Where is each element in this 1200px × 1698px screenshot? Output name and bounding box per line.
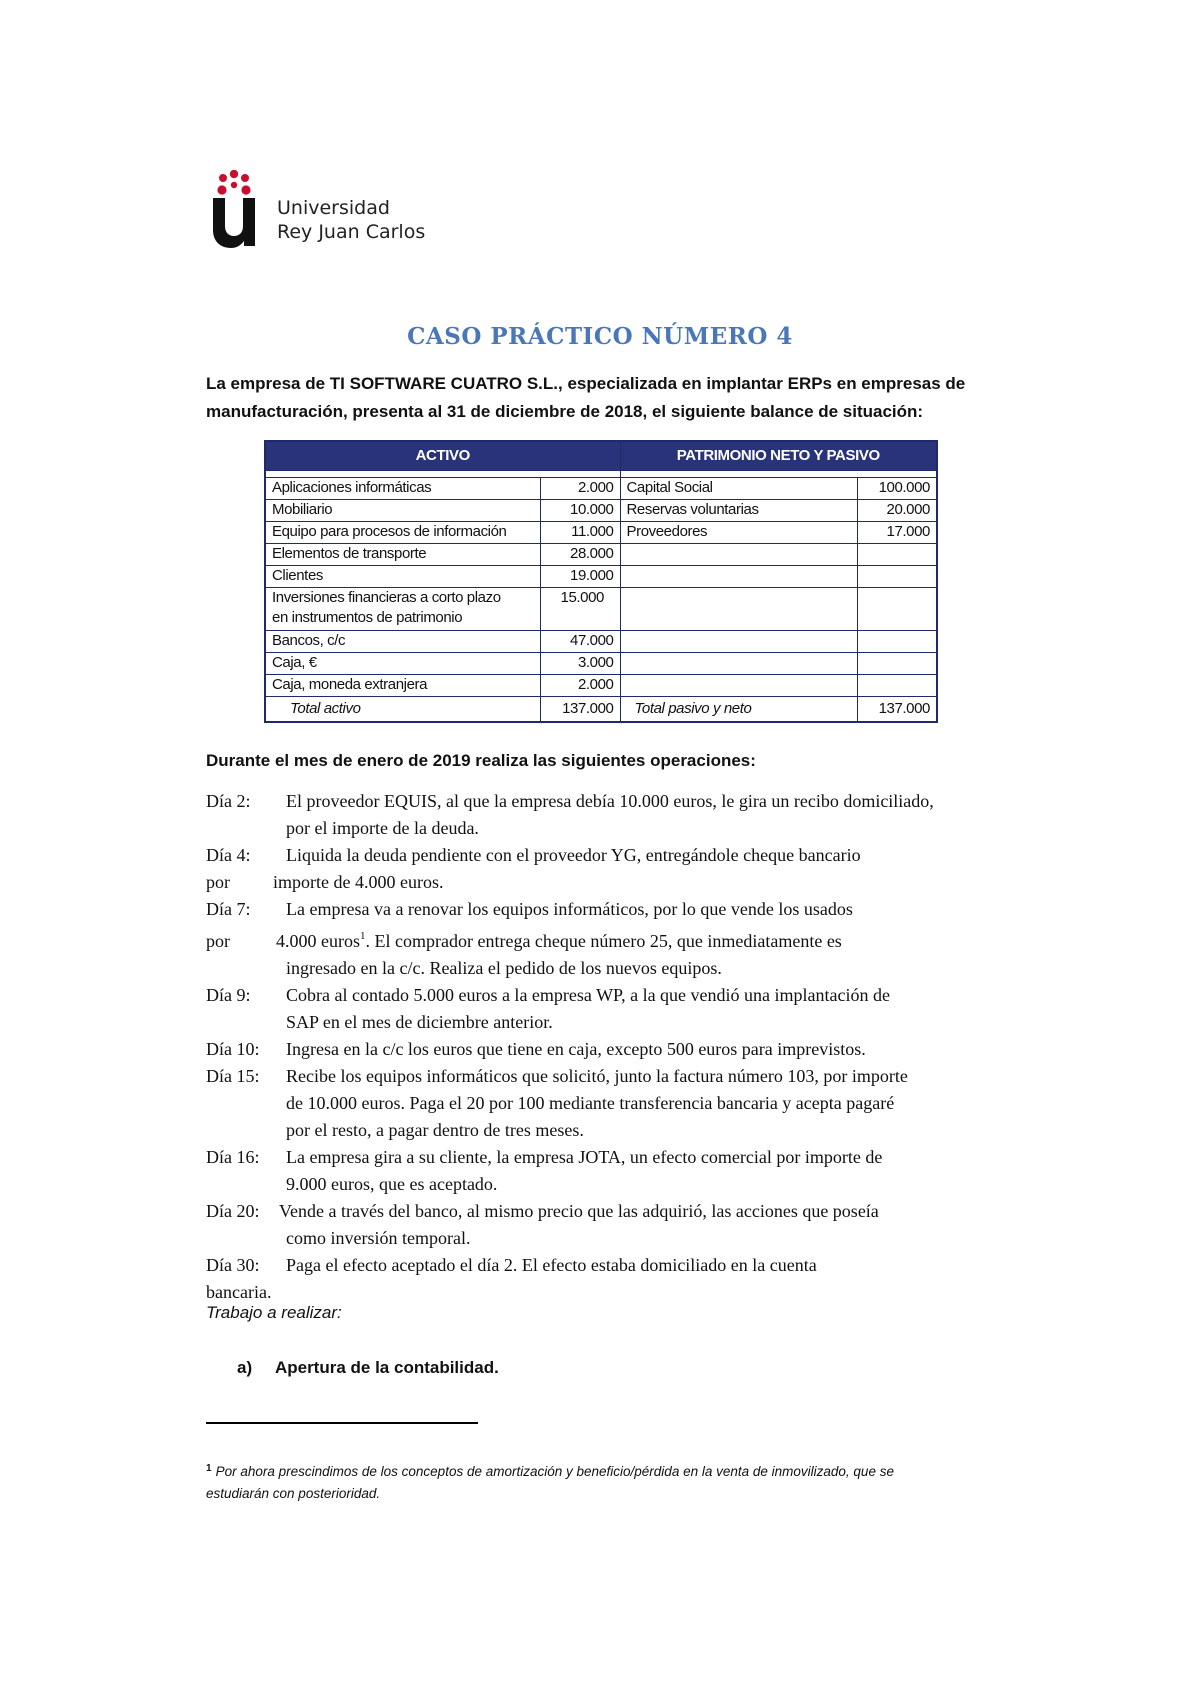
operation-text: Ingresa en la c/c los euros que tiene en caja, excepto 500 euros para imprevistos.: [286, 1039, 866, 1059]
liability-label: Capital Social: [620, 478, 857, 500]
urjc-mark-icon: [213, 170, 273, 248]
liability-value: [857, 544, 937, 566]
operation-text: bancaria.: [206, 1282, 272, 1302]
header-patrimonio-neto-pasivo: PATRIMONIO NETO Y PASIVO: [620, 441, 937, 471]
liability-value: 20.000: [857, 500, 937, 522]
operation-text: de 10.000 euros. Paga el 20 por 100 mediante transferencia bancaria y acepta pagaré: [286, 1093, 895, 1113]
table-row: [265, 588, 937, 631]
operation-day: Día 4:: [206, 845, 251, 865]
liability-label: [620, 675, 857, 697]
balance-sheet-table: [264, 440, 938, 723]
asset-value: 47.000: [540, 631, 620, 653]
task-text: Apertura de la contabilidad.: [274, 1358, 499, 1377]
table-total-row: [265, 697, 937, 723]
asset-label: Clientes: [265, 566, 540, 588]
intro-line: La empresa de TI SOFTWARE CUATRO S.L., especializada en implantar ERPs en empresas de: [206, 374, 966, 393]
operation-day: Día 10:: [206, 1039, 260, 1059]
asset-value: 19.000: [540, 566, 620, 588]
liability-value: [857, 675, 937, 697]
table-row: [265, 500, 937, 522]
operation-text: Liquida la deuda pendiente con el proveedor YG, entregándole cheque bancario: [286, 845, 861, 865]
operation-item: [206, 842, 1066, 896]
university-name-line2: Rey Juan Carlos: [277, 221, 426, 243]
liability-value: [857, 631, 937, 653]
document-title: CASO PRÁCTICO NÚMERO 4: [407, 323, 793, 350]
operation-item: [206, 982, 1066, 1036]
task-item-a: [237, 1358, 499, 1378]
operation-item: [206, 788, 1066, 842]
asset-label: Bancos, c/c: [265, 631, 540, 653]
operation-text: La empresa va a renovar los equipos informáticos, por lo que vende los usados: [286, 899, 853, 919]
asset-label: Elementos de transporte: [265, 544, 540, 566]
table-row: [265, 478, 937, 500]
operation-text: 4.000 euros: [276, 931, 360, 951]
operation-text: Recibe los equipos informáticos que solicitó, junto la factura número 103, por importe: [286, 1066, 908, 1086]
table-row: [265, 522, 937, 544]
footnote-text: Por ahora prescindimos de los conceptos de amortización y beneficio/pérdida en la venta de inmovilizado, que se: [215, 1464, 894, 1479]
liability-value: 100.000: [857, 478, 937, 500]
operation-day: Día 30:: [206, 1255, 260, 1275]
operations-list: [206, 788, 1066, 1306]
liability-label: [620, 631, 857, 653]
operation-text: 9.000 euros, que es aceptado.: [286, 1174, 498, 1194]
operation-text: Paga el efecto aceptado el día 2. El efecto estaba domiciliado en la cuenta: [286, 1255, 817, 1275]
table-row: [265, 675, 937, 697]
footnote-text: estudiarán con posterioridad.: [206, 1486, 381, 1501]
asset-value: 28.000: [540, 544, 620, 566]
operation-text: Vende a través del banco, al mismo precio que las adquirió, las acciones que poseía: [279, 1201, 879, 1221]
operation-text: La empresa gira a su cliente, la empresa JOTA, un efecto comercial por importe de: [286, 1147, 883, 1167]
total-pasivo-value: 137.000: [857, 697, 937, 723]
operation-text: por: [206, 931, 230, 951]
liability-label: Reservas voluntarias: [620, 500, 857, 522]
operation-text: importe de 4.000 euros.: [273, 872, 444, 892]
operation-day: Día 20:: [206, 1201, 260, 1221]
liability-value: 17.000: [857, 522, 937, 544]
operation-text: como inversión temporal.: [286, 1228, 471, 1248]
asset-label: [265, 588, 540, 631]
university-logo: [213, 170, 443, 248]
liability-label: [620, 544, 857, 566]
footnote-marker: 1: [206, 1463, 212, 1474]
operation-day: Día 2:: [206, 791, 251, 811]
footnote-divider: [206, 1422, 478, 1424]
asset-value: 10.000: [540, 500, 620, 522]
asset-label-line: Inversiones financieras a corto plazo: [272, 589, 501, 606]
liability-label: [620, 566, 857, 588]
table-header-row: [265, 441, 937, 471]
table-row: [265, 653, 937, 675]
operation-item: [206, 1252, 1066, 1306]
operation-day: Día 16:: [206, 1147, 260, 1167]
liability-value: [857, 653, 937, 675]
footnote: [206, 1458, 1006, 1505]
asset-label-line: en instrumentos de patrimonio: [272, 609, 463, 626]
operation-text: . El comprador entrega cheque número 25, que inmediatamente es: [365, 931, 842, 951]
asset-value: 2.000: [540, 478, 620, 500]
operation-text: por el importe de la deuda.: [286, 818, 479, 838]
asset-value: 2.000: [540, 675, 620, 697]
operation-item: [206, 1144, 1066, 1198]
operation-item: [206, 1063, 1066, 1144]
table-row: [265, 631, 937, 653]
intro-line: manufacturación, presenta al 31 de diciembre de 2018, el siguiente balance de situación:: [206, 402, 924, 421]
header-activo: ACTIVO: [265, 441, 620, 471]
operation-item: [206, 1036, 1066, 1063]
liability-value: [857, 588, 937, 631]
operation-item: [206, 896, 1066, 982]
liability-label: [620, 588, 857, 631]
asset-label: Mobiliario: [265, 500, 540, 522]
operation-text: ingresado en la c/c. Realiza el pedido de los nuevos equipos.: [286, 958, 722, 978]
operation-text: por: [206, 872, 230, 892]
liability-label: [620, 653, 857, 675]
table-row: [265, 566, 937, 588]
operation-day: Día 15:: [206, 1066, 260, 1086]
operation-text: El proveedor EQUIS, al que la empresa debía 10.000 euros, le gira un recibo domiciliado,: [286, 791, 934, 811]
operation-day: Día 7:: [206, 899, 251, 919]
university-name: [277, 196, 425, 244]
operations-heading: Durante el mes de enero de 2019 realiza las siguientes operaciones:: [206, 751, 756, 770]
header-spacer-row: [265, 471, 937, 478]
operation-text: SAP en el mes de diciembre anterior.: [286, 1012, 553, 1032]
asset-value: 3.000: [540, 653, 620, 675]
asset-label: Aplicaciones informáticas: [265, 478, 540, 500]
total-pasivo-label: Total pasivo y neto: [620, 697, 857, 723]
table-row: [265, 544, 937, 566]
asset-label: Equipo para procesos de información: [265, 522, 540, 544]
operation-item: [206, 1198, 1066, 1252]
intro-paragraph: [206, 370, 1006, 426]
asset-label: Caja, moneda extranjera: [265, 675, 540, 697]
operation-text: por el resto, a pagar dentro de tres meses.: [286, 1120, 584, 1140]
asset-label: Caja, €: [265, 653, 540, 675]
total-activo-value: 137.000: [540, 697, 620, 723]
liability-label: Proveedores: [620, 522, 857, 544]
work-heading: Trabajo a realizar:: [206, 1303, 342, 1322]
total-activo-label: Total activo: [265, 697, 540, 723]
liability-value: [857, 566, 937, 588]
footnote-reference: 1: [360, 930, 366, 942]
operation-text: Cobra al contado 5.000 euros a la empresa WP, a la que vendió una implantación de: [286, 985, 890, 1005]
operation-day: Día 9:: [206, 985, 251, 1005]
task-marker: a): [237, 1358, 253, 1377]
asset-value: 11.000: [540, 522, 620, 544]
university-name-line1: Universidad: [277, 197, 390, 219]
asset-value: 15.000: [540, 588, 620, 631]
